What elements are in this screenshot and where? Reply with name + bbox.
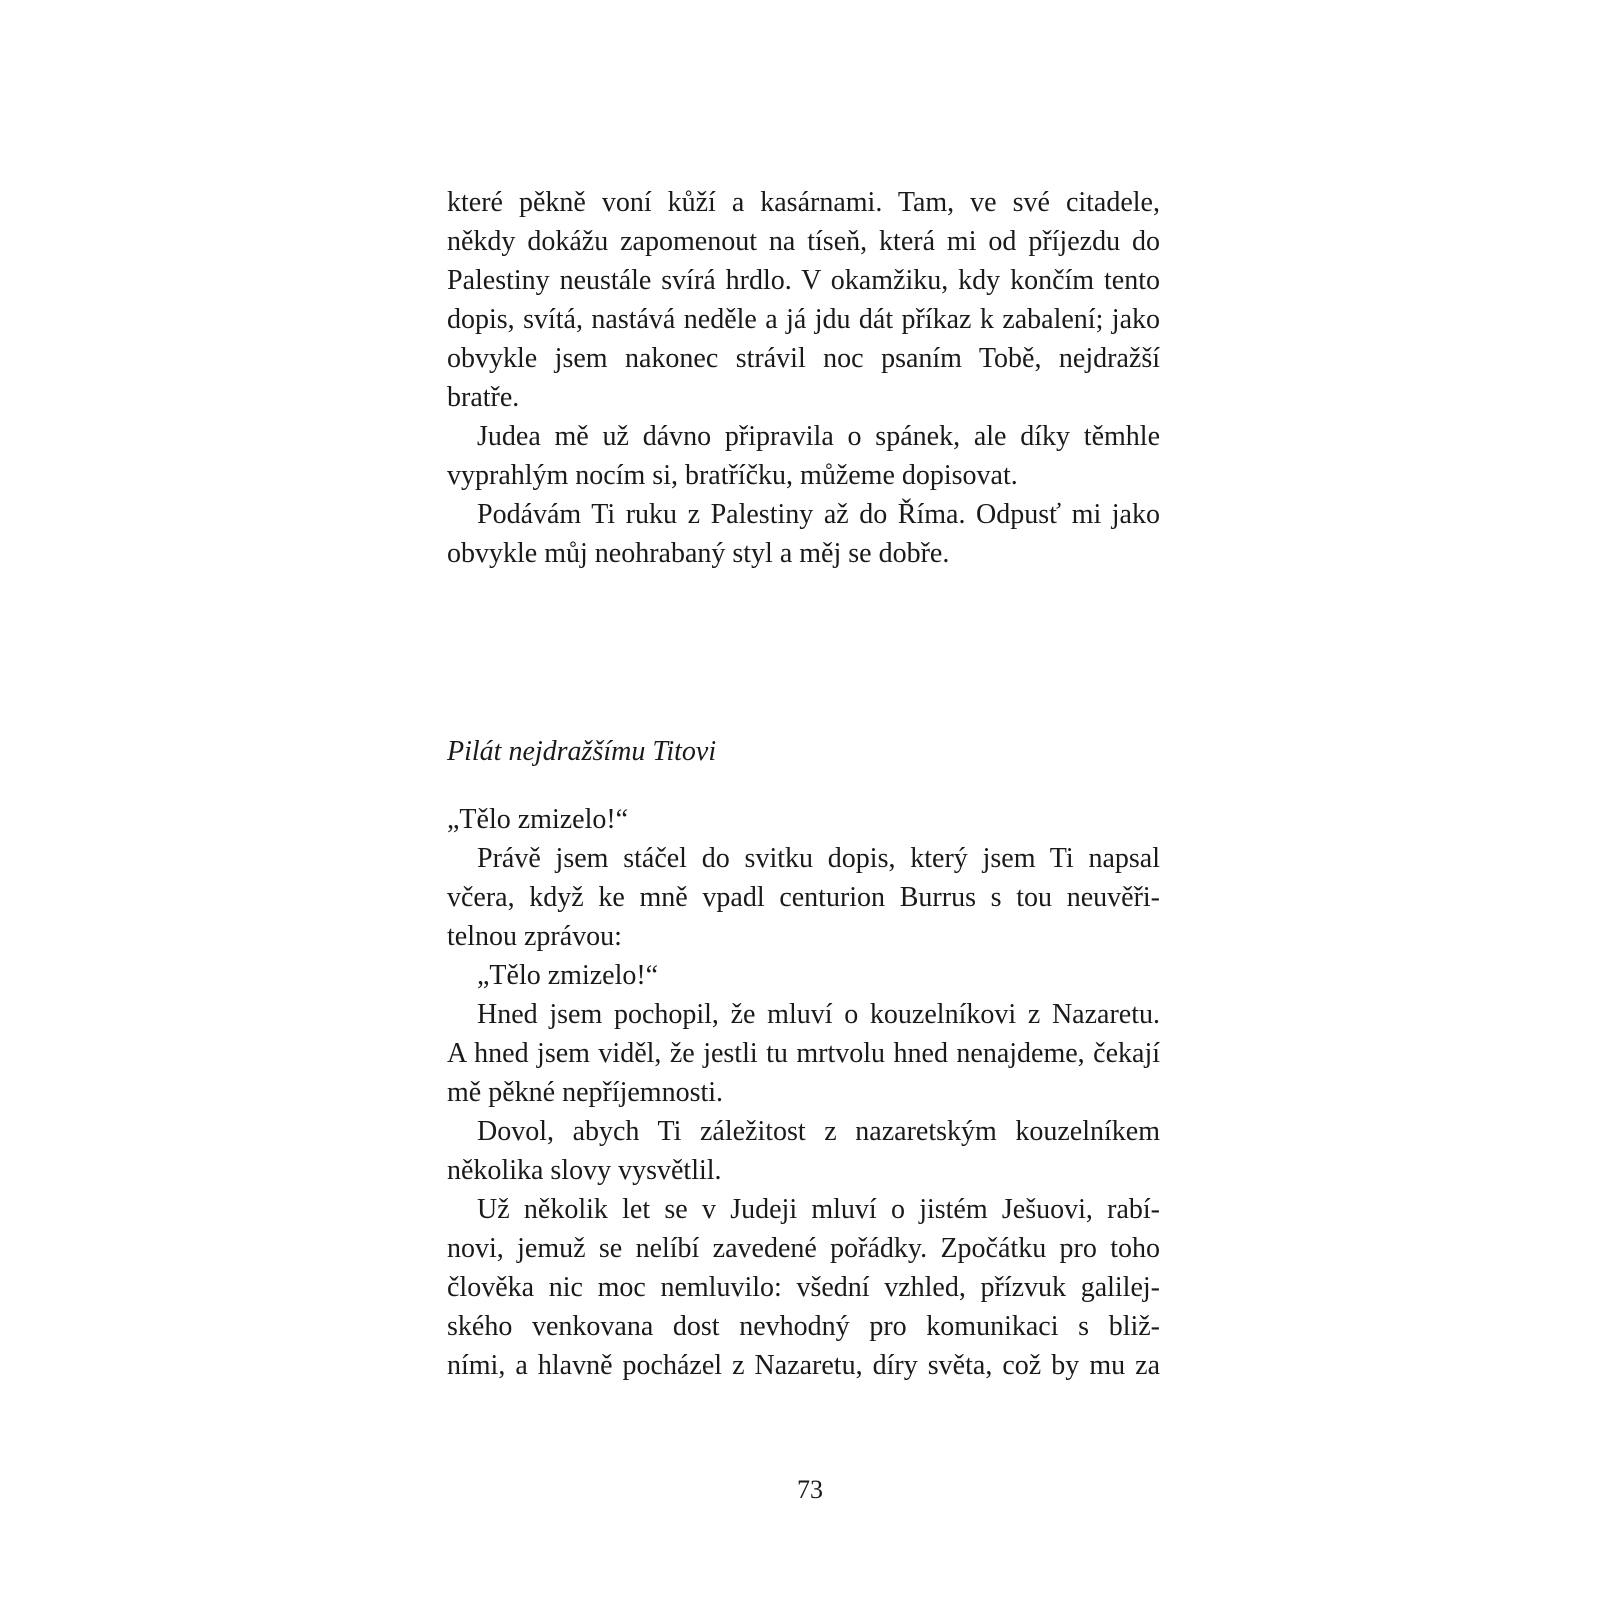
text-line: ského venkovana dost nevhodný pro komunikaci s bliž- <box>447 1311 1160 1342</box>
text-line: Už několik let se v Judeji mluví o jistém Ješuovi, rabí- <box>477 1194 1160 1225</box>
text-line: včera, když ke mně vpadl centurion Burrus s tou neuvěři- <box>447 882 1160 913</box>
text-line: obvykle jsem nakonec strávil noc psaním Tobě, nejdražší <box>447 343 1160 374</box>
text-line: telnou zprávou: <box>447 921 622 952</box>
text-block-top <box>447 183 1160 573</box>
text-line: Judea mě už dávno připravila o spánek, ale díky těmhle <box>477 421 1160 452</box>
section-heading: Pilát nejdražšímu Titovi <box>447 736 717 767</box>
text-line: Podávám Ti ruku z Palestiny až do Říma. Odpusť mi jako <box>477 499 1160 530</box>
text-line: ními, a hlavně pocházel z Nazaretu, díry světa, což by mu za <box>447 1350 1160 1381</box>
page-number: 73 <box>797 1475 823 1504</box>
text-line: vyprahlým nocím si, bratříčku, můžeme dopisovat. <box>447 460 1018 491</box>
text-line: bratře. <box>447 382 520 413</box>
text-line: „Tělo zmizelo!“ <box>447 804 629 835</box>
text-line: obvykle můj neohrabaný styl a měj se dobře. <box>447 538 950 569</box>
text-line: někdy dokážu zapomenout na tíseň, která mi od příjezdu do <box>447 226 1160 257</box>
text-line: A hned jsem viděl, že jestli tu mrtvolu hned nenajdeme, čekají <box>447 1038 1160 1069</box>
text-line: Palestiny neustále svírá hrdlo. V okamžiku, kdy končím tento <box>447 265 1160 296</box>
text-line: novi, jemuž se nelíbí zavedené pořádky. Zpočátku pro toho <box>447 1233 1160 1264</box>
text-line: dopis, svítá, nastává neděle a já jdu dát příkaz k zabalení; jako <box>447 304 1160 335</box>
text-block-bottom <box>447 800 1160 1385</box>
text-line: Dovol, abych Ti záležitost z nazaretským kouzelníkem <box>477 1116 1160 1147</box>
text-line: Právě jsem stáčel do svitku dopis, který jsem Ti napsal <box>477 843 1160 874</box>
text-line: několika slovy vysvětlil. <box>447 1155 722 1186</box>
text-line: „Tělo zmizelo!“ <box>477 960 659 991</box>
text-line: mě pěkné nepříjemnosti. <box>447 1077 724 1108</box>
text-line: Hned jsem pochopil, že mluví o kouzelníkovi z Nazaretu. <box>477 999 1160 1030</box>
text-line: člověka nic moc nemluvilo: všední vzhled, přízvuk galilej- <box>447 1272 1160 1303</box>
text-line: které pěkně voní kůží a kasárnami. Tam, ve své citadele, <box>447 187 1160 218</box>
